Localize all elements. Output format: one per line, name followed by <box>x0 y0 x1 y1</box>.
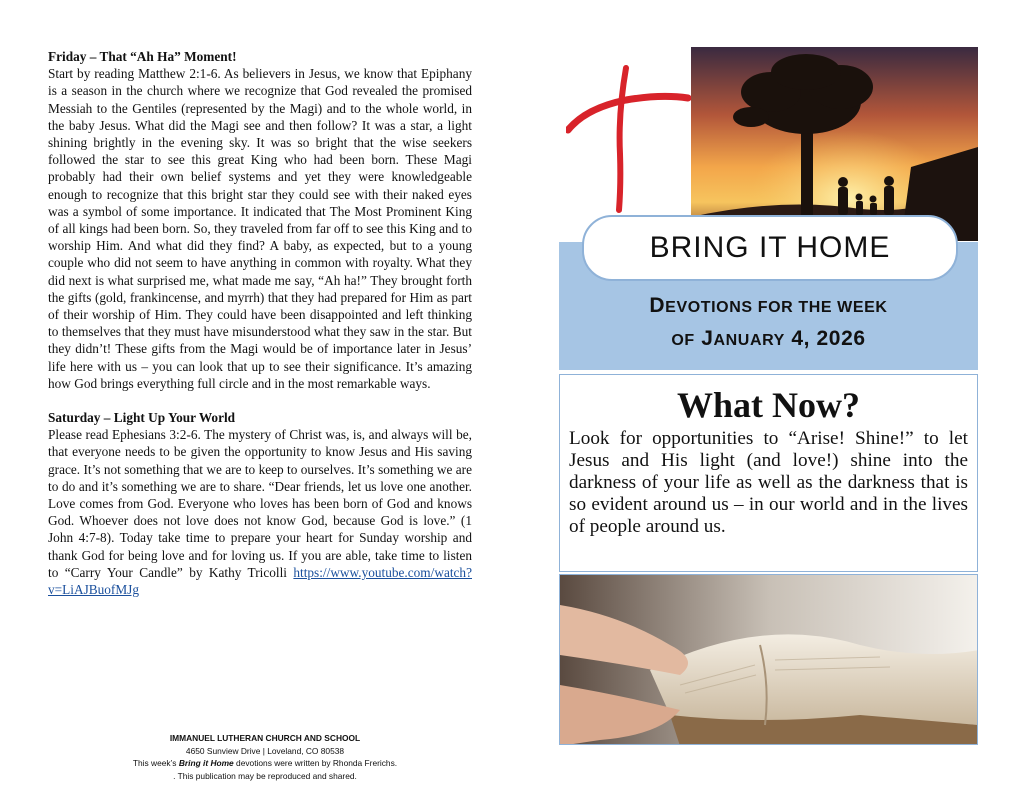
church-name: IMMANUEL LUTHERAN CHURCH AND SCHOOL <box>169 733 361 743</box>
what-now-body: Look for opportunities to “Arise! Shine!” to let Jesus and His light (and love!) shine into the darkness of your life as well as the darkness that is so evident around us – in our world and in the lives of people around us. <box>569 428 968 537</box>
author-credit: This week’s Bring it Home devotions were written by Rhonda Frerichs. <box>132 758 398 768</box>
reproduce-note: . This publication may be reproduced and shared. <box>173 770 357 781</box>
church-address: 4650 Sunview Drive | Loveland, CO 80538 <box>185 745 345 756</box>
saturday-text: Please read Ephesians 3:2-6. The mystery of Christ was, is, and always will be, that everyone needs to be given the opportunity to know Jesus and His saving grace. It’s not something that we are to keep to ourselves. It’s something we are to do and it’s something we are to share. “Dear friends, let us love one another. Love comes from God. Everyone who loves has been born of God and knows God. Whoever does not love does not know God, because God is love.” (1 John 4:7-8). Today take time to prepare your heart for Sunday worship and thank God for being love and for loving us. If you are able, take time to listen to “Carry Your Candle” by Kathy Tricolli <box>48 427 472 580</box>
friday-body: Start by reading Matthew 2:1-6. As believers in Jesus, we know that Epiphany is a season in the church where we recognize that God revealed the promised Messiah to the Gentiles (represented by the Magi) and to the whole world, in the baby Jesus. What did the Magi see and then follow? It was a star, a light shining brightly in the evening sky. It was so bright that the wise seekers followed the star to see this great King who had been born. These Magi probably had their own belief systems and yet they were knowledgeable enough to recognize that this bright star they could see with their naked eyes was a symbol of some importance. It indicated that The Most Prominent King of all kings had been born. So, they traveled from far off to see this King and to worship Him. And what did they find? A baby, as expected, but to a young couple who did not seem to have anything in common with royalty. What they did next is what surprised me, what made me say, “Ah ha!” They brought forth the gifts (gold, frankincense, and myrrh) that they had prepared for Him as part of their worship of Him. They could have been disappointed and left thinking to themselves that they must have misunderstood what they saw in the star. But they didn’t! These gifts from the Magi would be of importance later in Jesus’ life here with us – you can look that up to see their significance. It’s amazing how God brings everything full circle and in the most remarkable ways. <box>48 66 472 391</box>
banner-subtitle-line1: DEVOTIONS FOR THE WEEK <box>649 294 888 317</box>
saturday-heading: Saturday – Light Up Your World <box>48 410 236 426</box>
cross-icon <box>566 64 691 219</box>
what-now-title: What Now? <box>676 385 860 425</box>
open-bible-photo <box>559 574 978 745</box>
friday-heading: Friday – That “Ah Ha” Moment! <box>48 49 237 64</box>
saturday-body <box>48 426 472 598</box>
devotions-column <box>48 48 472 598</box>
banner-title: BRING IT HOME <box>582 215 958 281</box>
banner-subtitle-line2: OF JANUARY 4, 2026 <box>671 327 866 350</box>
church-footer <box>100 732 430 782</box>
sunset-tree-photo <box>691 47 978 241</box>
youtube-link[interactable]: https://www.youtube.com/watch?v=LiAJBuofMJg <box>48 564 472 598</box>
